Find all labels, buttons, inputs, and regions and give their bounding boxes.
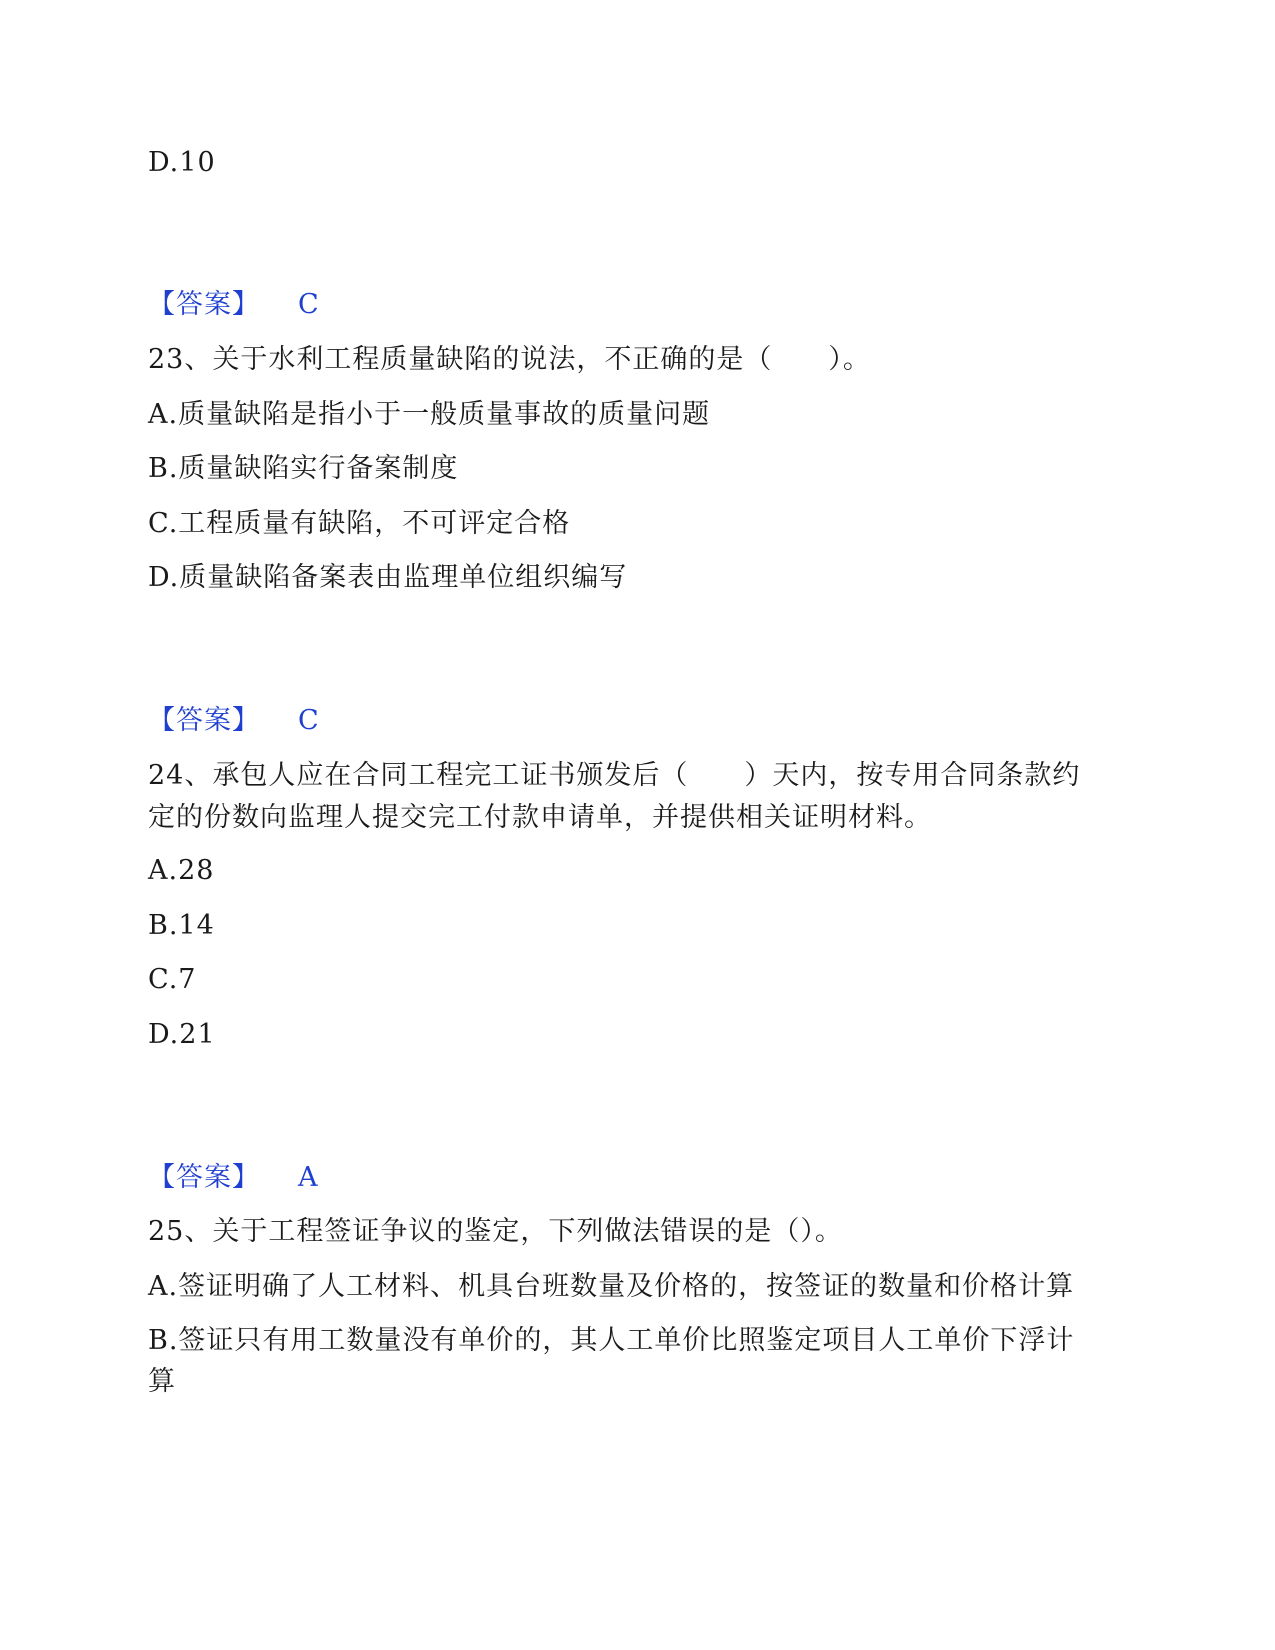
answer-label: 【答案】	[148, 289, 260, 320]
q25-option-a: A.签证明确了人工材料、机具台班数量及价格的，按签证的数量和价格计算	[148, 1271, 1075, 1302]
q23-option-b: B.质量缺陷实行备案制度	[148, 453, 459, 484]
q24-option-b: B.14	[148, 910, 215, 941]
q25-stem: 25、关于工程签证争议的鉴定，下列做法错误的是（）。	[148, 1216, 843, 1247]
answer-value: C	[298, 289, 320, 320]
q24-option-c: C.7	[148, 964, 197, 995]
answer-value: A	[298, 1162, 319, 1193]
q23-answer	[148, 706, 320, 736]
answer-label: 【答案】	[148, 705, 260, 736]
q23-option-c: C.工程质量有缺陷，不可评定合格	[148, 508, 571, 539]
q22-option-d: D.10	[148, 147, 216, 178]
q24-option-d: D.21	[148, 1019, 216, 1050]
q23-stem: 23、关于水利工程质量缺陷的说法，不正确的是（ ）。	[148, 344, 871, 375]
q22-answer	[148, 290, 320, 320]
q23-option-d: D.质量缺陷备案表由监理单位组织编写	[148, 562, 628, 593]
q23-option-a: A.质量缺陷是指小于一般质量事故的质量问题	[148, 399, 711, 430]
q24-stem-line1: 24、承包人应在合同工程完工证书颁发后（ ）天内，按专用合同条款约	[148, 760, 1081, 791]
q25-option-b-line1: B.签证只有用工数量没有单价的，其人工单价比照鉴定项目人工单价下浮计	[148, 1325, 1075, 1356]
q24-option-a: A.28	[148, 855, 215, 886]
q24-stem-line2: 定的份数向监理人提交完工付款申请单，并提供相关证明材料。	[148, 802, 932, 833]
answer-label: 【答案】	[148, 1162, 260, 1193]
answer-value: C	[298, 705, 320, 736]
q24-answer	[148, 1163, 319, 1193]
q25-option-b-line2: 算	[148, 1366, 176, 1397]
